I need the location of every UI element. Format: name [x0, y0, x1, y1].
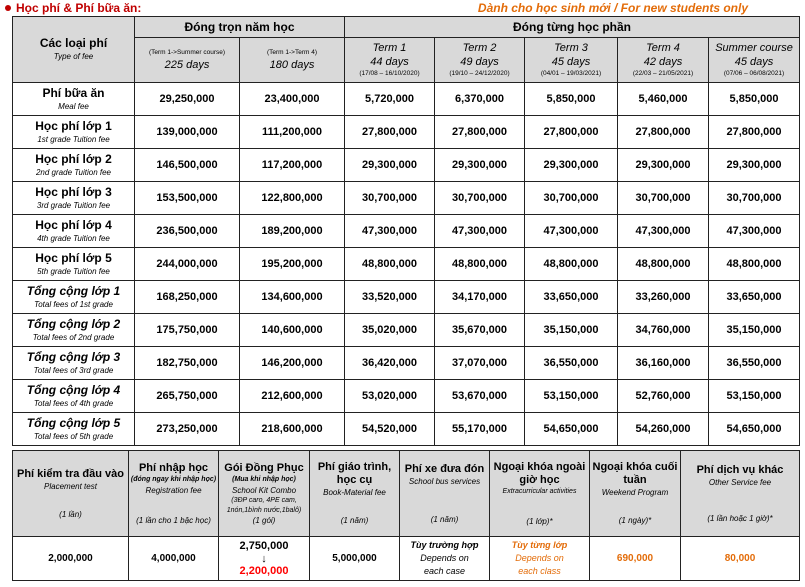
fee-cell: 122,800,000 — [240, 182, 345, 215]
table-row — [13, 314, 800, 347]
row-label-en: Total fees of 4th grade — [33, 398, 114, 408]
new-students-note: Dành cho học sinh mới / For new students only — [477, 1, 748, 15]
fee-cell: 117,200,000 — [240, 149, 345, 182]
column-name: Term 3 — [554, 42, 588, 54]
fee-cell: 30,700,000 — [345, 182, 435, 215]
fee-cell: 29,300,000 — [435, 149, 525, 182]
fee-cell: 54,520,000 — [345, 413, 435, 446]
per-term-header: Đóng từng học phần — [345, 17, 800, 38]
column-date-range: (22/03 – 21/05/2021) — [632, 70, 694, 77]
row-label-en: Total fees of 5th grade — [33, 431, 114, 441]
fee-cell: 140,600,000 — [240, 314, 345, 347]
row-label-vn: Tổng cộng lớp 5 — [26, 415, 121, 430]
fee-cell: 48,800,000 — [435, 248, 525, 281]
registration-en: Registration fee — [145, 485, 202, 495]
bus-unit: (1 năm) — [430, 514, 459, 524]
fee-cell: 146,500,000 — [135, 149, 240, 182]
row-label-en: 5th grade Tuition fee — [37, 266, 110, 276]
other-unit: (1 lần hoặc 1 giờ)* — [707, 513, 773, 523]
table-row — [13, 116, 800, 149]
misc-fees-table — [12, 450, 800, 581]
fee-cell: 36,550,000 — [709, 347, 800, 380]
fee-cell: 189,200,000 — [240, 215, 345, 248]
fee-cell: 55,170,000 — [435, 413, 525, 446]
fee-cell: 35,150,000 — [525, 314, 618, 347]
fee-cell: 35,020,000 — [345, 314, 435, 347]
fee-cell: 30,700,000 — [618, 182, 709, 215]
material-unit: (1 năm) — [340, 516, 369, 525]
fee-cell: 33,650,000 — [709, 281, 800, 314]
row-label — [13, 347, 135, 380]
column-header — [240, 38, 345, 83]
placement-header — [13, 451, 129, 537]
placement-vn: Phí kiểm tra đầu vào — [17, 467, 124, 480]
uniform-header — [219, 451, 310, 537]
column-header — [709, 38, 800, 83]
row-label-en: Total fees of 1st grade — [34, 299, 113, 309]
page-title — [2, 1, 141, 15]
fee-cell: 27,800,000 — [618, 116, 709, 149]
fee-cell: 139,000,000 — [135, 116, 240, 149]
material-header — [310, 451, 400, 537]
fee-cell: 29,250,000 — [135, 83, 240, 116]
fee-cell: 53,020,000 — [345, 380, 435, 413]
uniform-sub: (Mua khi nhập học) — [232, 475, 296, 483]
placement-unit: (1 lần) — [59, 509, 82, 519]
fee-cell: 195,200,000 — [240, 248, 345, 281]
fee-cell: 54,650,000 — [709, 413, 800, 446]
fee-cell: 168,250,000 — [135, 281, 240, 314]
column-header — [435, 38, 525, 83]
fee-cell: 273,250,000 — [135, 413, 240, 446]
fee-cell: 175,750,000 — [135, 314, 240, 347]
extracurricular-en: Extracurricular activities — [502, 487, 577, 495]
fee-cell: 53,150,000 — [709, 380, 800, 413]
row-label — [13, 380, 135, 413]
weekend-vn: Ngoại khóa cuối tuần — [592, 461, 678, 486]
uniform-old-value: 2,750,000 — [239, 539, 289, 552]
fee-cell: 36,160,000 — [618, 347, 709, 380]
column-days: 180 days — [269, 59, 315, 71]
fee-cell: 30,700,000 — [435, 182, 525, 215]
column-days: 45 days — [551, 56, 591, 68]
fee-cell: 5,460,000 — [618, 83, 709, 116]
fee-cell: 6,370,000 — [435, 83, 525, 116]
column-date-range: (17/08 – 16/10/2020) — [359, 70, 420, 77]
row-label — [13, 413, 135, 446]
fee-cell: 27,800,000 — [435, 116, 525, 149]
fee-cell: 146,200,000 — [240, 347, 345, 380]
fee-cell: 47,300,000 — [435, 215, 525, 248]
type-header — [13, 17, 135, 83]
row-label-en: 3rd grade Tuition fee — [36, 200, 111, 210]
fee-cell: 111,200,000 — [240, 116, 345, 149]
row-label-en: Total fees of 3rd grade — [33, 365, 114, 375]
table-row — [13, 215, 800, 248]
fee-cell: 36,420,000 — [345, 347, 435, 380]
extracurricular-vn: Ngoại khóa ngoài giờ học — [493, 460, 586, 486]
fee-cell: 212,600,000 — [240, 380, 345, 413]
column-header — [525, 38, 618, 83]
fee-cell: 218,600,000 — [240, 413, 345, 446]
row-label-en: 2nd grade Tuition fee — [35, 167, 111, 177]
fee-cell: 23,400,000 — [240, 83, 345, 116]
fee-cell: 52,760,000 — [618, 380, 709, 413]
fee-cell: 33,650,000 — [525, 281, 618, 314]
fee-cell: 29,300,000 — [525, 149, 618, 182]
registration-unit: (1 lần cho 1 bậc học) — [136, 515, 211, 525]
row-label-en: Meal fee — [58, 101, 89, 111]
table-row — [13, 413, 800, 446]
bus-vn: Phí xe đưa đón — [404, 462, 485, 475]
extracurricular-value — [490, 537, 590, 581]
extracurricular-header — [490, 451, 590, 537]
column-days: 49 days — [460, 56, 499, 68]
table-row — [13, 380, 800, 413]
row-label-en: 1st grade Tuition fee — [37, 134, 110, 144]
bus-header — [400, 451, 490, 537]
bus-value-vn: Tùy trường hợp — [410, 540, 479, 550]
weekend-value: 690,000 — [590, 537, 681, 581]
bus-en: School bus services — [408, 476, 481, 486]
weekend-en: Weekend Program — [601, 488, 669, 497]
page-title-text: Học phí & Phí bữa ăn: — [16, 1, 142, 15]
table-row — [13, 347, 800, 380]
bullet-icon — [5, 5, 11, 11]
fee-cell: 29,300,000 — [618, 149, 709, 182]
row-label-vn: Học phí lớp 5 — [35, 250, 112, 265]
fee-cell: 5,720,000 — [345, 83, 435, 116]
registration-header — [129, 451, 219, 537]
uniform-en: School Kit Combo — [231, 485, 297, 495]
type-header-vn: Các loại phí — [39, 36, 108, 50]
column-header — [618, 38, 709, 83]
fee-cell: 27,800,000 — [345, 116, 435, 149]
column-name: (Term 1->Term 4) — [266, 49, 318, 56]
table-row — [13, 182, 800, 215]
fee-cell: 27,800,000 — [709, 116, 800, 149]
registration-sub: (đóng ngay khi nhập học) — [130, 475, 217, 483]
extracurricular-value-en1: Depends on — [515, 553, 564, 563]
uniform-value — [219, 537, 310, 581]
material-en: Book-Material fee — [323, 488, 386, 497]
column-name: Term 2 — [462, 42, 497, 54]
row-label — [13, 149, 135, 182]
fee-cell: 244,000,000 — [135, 248, 240, 281]
row-label — [13, 116, 135, 149]
fee-cell: 36,550,000 — [525, 347, 618, 380]
down-arrow-icon: ↓ — [261, 552, 267, 565]
fee-cell: 5,850,000 — [525, 83, 618, 116]
fee-cell: 30,700,000 — [525, 182, 618, 215]
fee-cell: 48,800,000 — [709, 248, 800, 281]
fee-cell: 53,150,000 — [525, 380, 618, 413]
fee-cell: 236,500,000 — [135, 215, 240, 248]
row-label — [13, 314, 135, 347]
column-date-range: (04/01 – 19/03/2021) — [540, 70, 602, 77]
column-days: 45 days — [734, 56, 774, 68]
row-label-en: Total fees of 2nd grade — [32, 332, 115, 342]
column-name: (Term 1->Summer course) — [148, 49, 226, 56]
uniform-detail: (3ĐP caro, 4PE cam, 1nón,1bình nước,1balô) — [226, 496, 302, 514]
placement-en: Placement test — [44, 481, 97, 491]
extracurricular-value-en2: each class — [518, 566, 561, 576]
row-label-vn: Tổng cộng lớp 1 — [26, 283, 121, 298]
material-vn: Phí giáo trình, học cụ — [317, 461, 392, 486]
row-label-vn: Tổng cộng lớp 4 — [26, 382, 121, 397]
column-name: Summer course — [715, 42, 793, 54]
fee-cell: 48,800,000 — [525, 248, 618, 281]
fee-cell: 5,850,000 — [709, 83, 800, 116]
row-label-vn: Phí bữa ăn — [42, 85, 105, 100]
other-vn: Phí dịch vụ khác — [696, 463, 784, 476]
column-date-range: (19/10 – 24/12/2020) — [449, 70, 510, 77]
registration-vn: Phí nhập học — [138, 461, 209, 474]
fee-cell: 34,170,000 — [435, 281, 525, 314]
bus-value-en1: Depends on — [420, 553, 469, 563]
fee-cell: 182,750,000 — [135, 347, 240, 380]
row-label-vn: Học phí lớp 2 — [35, 151, 112, 166]
bus-value-en2: each case — [423, 566, 466, 576]
fee-cell: 48,800,000 — [618, 248, 709, 281]
full-year-header: Đóng trọn năm học — [135, 17, 345, 38]
other-service-value: 80,000 — [681, 537, 800, 581]
row-label-vn: Học phí lớp 3 — [35, 184, 112, 199]
fee-cell: 54,650,000 — [525, 413, 618, 446]
column-header — [135, 38, 240, 83]
fee-cell: 48,800,000 — [345, 248, 435, 281]
fee-cell: 27,800,000 — [525, 116, 618, 149]
row-label — [13, 281, 135, 314]
column-days: 225 days — [164, 59, 210, 71]
fee-cell: 153,500,000 — [135, 182, 240, 215]
extracurricular-unit: (1 lớp)* — [526, 516, 553, 526]
fee-cell: 33,260,000 — [618, 281, 709, 314]
row-label — [13, 182, 135, 215]
fee-cell: 265,750,000 — [135, 380, 240, 413]
uniform-unit: (1 gói) — [252, 515, 276, 525]
row-label-en: 4th grade Tuition fee — [37, 233, 110, 243]
table-row — [13, 248, 800, 281]
fees-table — [12, 16, 800, 446]
fee-cell: 35,150,000 — [709, 314, 800, 347]
other-service-header — [681, 451, 800, 537]
fee-cell: 54,260,000 — [618, 413, 709, 446]
placement-value: 2,000,000 — [13, 537, 129, 581]
type-header-en: Type of fee — [53, 52, 94, 61]
bus-value — [400, 537, 490, 581]
fee-cell: 29,300,000 — [709, 149, 800, 182]
fee-cell: 47,300,000 — [618, 215, 709, 248]
column-days: 42 days — [643, 56, 683, 68]
uniform-vn: Gói Đồng Phục — [224, 461, 304, 474]
fee-cell: 33,520,000 — [345, 281, 435, 314]
fee-cell: 47,300,000 — [709, 215, 800, 248]
fee-cell: 29,300,000 — [345, 149, 435, 182]
fee-cell: 134,600,000 — [240, 281, 345, 314]
fee-cell: 35,670,000 — [435, 314, 525, 347]
table-row — [13, 281, 800, 314]
registration-value: 4,000,000 — [129, 537, 219, 581]
column-name: Term 4 — [646, 42, 680, 54]
column-name: Term 1 — [372, 42, 407, 54]
extracurricular-value-vn: Tùy từng lớp — [511, 540, 568, 550]
row-label-vn: Tổng cộng lớp 2 — [26, 316, 121, 331]
material-value: 5,000,000 — [310, 537, 400, 581]
column-days: 44 days — [370, 56, 409, 68]
fee-cell: 34,760,000 — [618, 314, 709, 347]
table-row — [13, 83, 800, 116]
row-label-vn: Học phí lớp 1 — [35, 118, 112, 133]
other-en: Other Service fee — [708, 477, 772, 487]
weekend-header — [590, 451, 681, 537]
fee-cell: 47,300,000 — [345, 215, 435, 248]
uniform-new-value: 2,200,000 — [239, 564, 289, 577]
table-row — [13, 149, 800, 182]
fee-cell: 37,070,000 — [435, 347, 525, 380]
fee-cell: 30,700,000 — [709, 182, 800, 215]
row-label — [13, 215, 135, 248]
column-date-range: (07/06 – 06/08/2021) — [723, 70, 785, 77]
row-label-vn: Tổng cộng lớp 3 — [26, 349, 121, 364]
row-label — [13, 83, 135, 116]
fee-cell: 47,300,000 — [525, 215, 618, 248]
row-label-vn: Học phí lớp 4 — [35, 217, 112, 232]
column-header — [345, 38, 435, 83]
row-label — [13, 248, 135, 281]
fee-cell: 53,670,000 — [435, 380, 525, 413]
weekend-unit: (1 ngày)* — [618, 516, 652, 525]
